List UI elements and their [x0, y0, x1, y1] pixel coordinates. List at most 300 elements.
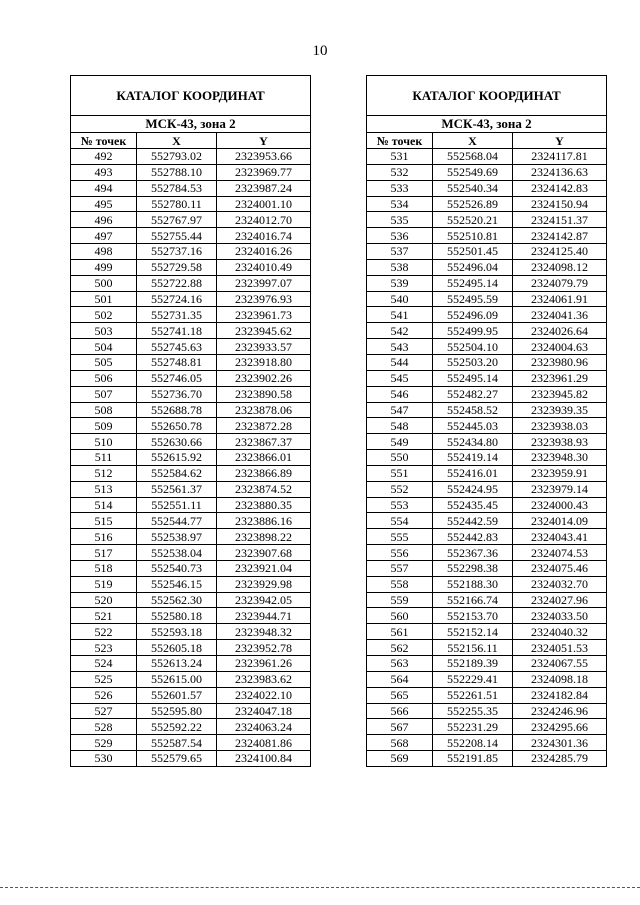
table-row — [367, 354, 607, 370]
y-coordinate-cell: 2323997.07 — [217, 275, 311, 291]
point-number-cell: 514 — [71, 497, 137, 513]
point-number-cell: 513 — [71, 481, 137, 497]
x-coordinate-cell: 552593.18 — [137, 624, 217, 640]
point-number-cell: 537 — [367, 244, 433, 260]
x-coordinate-cell: 552561.37 — [137, 481, 217, 497]
x-coordinate-cell: 552551.11 — [137, 497, 217, 513]
x-coordinate-cell: 552510.81 — [433, 228, 513, 244]
x-coordinate-cell: 552496.09 — [433, 307, 513, 323]
y-coordinate-cell: 2324022.10 — [217, 687, 311, 703]
point-number-cell: 546 — [367, 386, 433, 402]
point-number-cell: 503 — [71, 323, 137, 339]
point-number-cell: 569 — [367, 751, 433, 767]
y-coordinate-cell: 2324001.10 — [217, 196, 311, 212]
x-coordinate-cell: 552788.10 — [137, 164, 217, 180]
table-row — [71, 624, 311, 640]
point-number-cell: 526 — [71, 687, 137, 703]
y-coordinate-cell: 2324041.36 — [513, 307, 607, 323]
x-coordinate-cell: 552416.01 — [433, 465, 513, 481]
y-coordinate-cell: 2323898.22 — [217, 529, 311, 545]
x-coordinate-cell: 552496.04 — [433, 259, 513, 275]
point-number-cell: 498 — [71, 244, 137, 260]
x-coordinate-cell: 552748.81 — [137, 354, 217, 370]
y-coordinate-cell: 2323961.29 — [513, 370, 607, 386]
x-coordinate-cell: 552793.02 — [137, 149, 217, 165]
point-number-cell: 520 — [71, 592, 137, 608]
table-row — [71, 465, 311, 481]
y-coordinate-cell: 2324246.96 — [513, 703, 607, 719]
x-coordinate-cell: 552613.24 — [137, 656, 217, 672]
y-coordinate-cell: 2323942.05 — [217, 592, 311, 608]
x-coordinate-cell: 552434.80 — [433, 434, 513, 450]
table-row — [367, 656, 607, 672]
table-row — [71, 735, 311, 751]
table-row — [71, 370, 311, 386]
x-coordinate-cell: 552780.11 — [137, 196, 217, 212]
x-coordinate-cell: 552630.66 — [137, 434, 217, 450]
x-coordinate-cell: 552153.70 — [433, 608, 513, 624]
y-coordinate-cell: 2324067.55 — [513, 656, 607, 672]
x-coordinate-cell: 552544.77 — [137, 513, 217, 529]
point-number-cell: 547 — [367, 402, 433, 418]
x-coordinate-cell: 552587.54 — [137, 735, 217, 751]
table-row — [367, 545, 607, 561]
point-number-cell: 494 — [71, 180, 137, 196]
x-coordinate-cell: 552745.63 — [137, 339, 217, 355]
x-coordinate-cell: 552424.95 — [433, 481, 513, 497]
y-coordinate-cell: 2323921.04 — [217, 560, 311, 576]
x-coordinate-cell: 552729.58 — [137, 259, 217, 275]
table-row — [71, 687, 311, 703]
point-number-cell: 524 — [71, 656, 137, 672]
point-number-cell: 538 — [367, 259, 433, 275]
point-number-cell: 566 — [367, 703, 433, 719]
table-row — [71, 608, 311, 624]
y-coordinate-cell: 2323983.62 — [217, 671, 311, 687]
point-number-cell: 534 — [367, 196, 433, 212]
y-coordinate-cell: 2323948.32 — [217, 624, 311, 640]
x-coordinate-cell: 552231.29 — [433, 719, 513, 735]
x-coordinate-cell: 552152.14 — [433, 624, 513, 640]
y-coordinate-cell: 2323938.93 — [513, 434, 607, 450]
point-number-cell: 544 — [367, 354, 433, 370]
point-number-cell: 519 — [71, 576, 137, 592]
x-coordinate-cell: 552549.69 — [433, 164, 513, 180]
point-number-cell: 532 — [367, 164, 433, 180]
table-row — [367, 164, 607, 180]
x-coordinate-cell: 552482.27 — [433, 386, 513, 402]
table-row — [367, 196, 607, 212]
y-coordinate-cell: 2323979.14 — [513, 481, 607, 497]
y-coordinate-cell: 2323878.06 — [217, 402, 311, 418]
y-coordinate-cell: 2323918.80 — [217, 354, 311, 370]
x-coordinate-cell: 552746.05 — [137, 370, 217, 386]
table-row — [367, 307, 607, 323]
x-coordinate-cell: 552255.35 — [433, 703, 513, 719]
point-number-cell: 568 — [367, 735, 433, 751]
footer-divider — [0, 887, 640, 888]
y-coordinate-cell: 2324043.41 — [513, 529, 607, 545]
point-number-cell: 555 — [367, 529, 433, 545]
y-coordinate-cell: 2324081.86 — [217, 735, 311, 751]
table-row — [367, 608, 607, 624]
point-number-cell: 509 — [71, 418, 137, 434]
table-row — [367, 228, 607, 244]
x-coordinate-cell: 552650.78 — [137, 418, 217, 434]
point-number-cell: 530 — [71, 751, 137, 767]
x-coordinate-cell: 552562.30 — [137, 592, 217, 608]
table-row — [367, 640, 607, 656]
x-coordinate-cell: 552166.74 — [433, 592, 513, 608]
table-row — [367, 624, 607, 640]
point-number-cell: 499 — [71, 259, 137, 275]
y-coordinate-cell: 2324075.46 — [513, 560, 607, 576]
point-number-cell: 552 — [367, 481, 433, 497]
table-title: КАТАЛОГ КООРДИНАТ — [71, 76, 311, 116]
x-coordinate-cell: 552737.16 — [137, 244, 217, 260]
table-row — [367, 434, 607, 450]
table-row — [71, 434, 311, 450]
point-number-cell: 540 — [367, 291, 433, 307]
y-coordinate-cell: 2323902.26 — [217, 370, 311, 386]
y-coordinate-cell: 2324100.84 — [217, 751, 311, 767]
point-number-cell: 501 — [71, 291, 137, 307]
table-row — [367, 751, 607, 767]
y-coordinate-cell: 2323867.37 — [217, 434, 311, 450]
point-number-cell: 515 — [71, 513, 137, 529]
point-number-cell: 506 — [71, 370, 137, 386]
y-coordinate-cell: 2323945.62 — [217, 323, 311, 339]
point-number-cell: 525 — [71, 671, 137, 687]
y-coordinate-cell: 2324012.70 — [217, 212, 311, 228]
table-row — [367, 576, 607, 592]
table-row — [71, 212, 311, 228]
y-coordinate-cell: 2323907.68 — [217, 545, 311, 561]
table-row — [367, 719, 607, 735]
table-row — [71, 354, 311, 370]
point-number-cell: 531 — [367, 149, 433, 165]
table-row — [71, 703, 311, 719]
x-coordinate-cell: 552580.18 — [137, 608, 217, 624]
table-row — [367, 418, 607, 434]
table-row — [71, 450, 311, 466]
table-row — [71, 640, 311, 656]
x-coordinate-cell: 552546.15 — [137, 576, 217, 592]
table-row — [71, 751, 311, 767]
y-coordinate-cell: 2324061.91 — [513, 291, 607, 307]
table-row — [71, 275, 311, 291]
point-number-cell: 542 — [367, 323, 433, 339]
point-number-cell: 517 — [71, 545, 137, 561]
header-x: X — [433, 133, 513, 149]
y-coordinate-cell: 2324136.63 — [513, 164, 607, 180]
table-row — [367, 275, 607, 291]
y-coordinate-cell: 2324000.43 — [513, 497, 607, 513]
point-number-cell: 496 — [71, 212, 137, 228]
table-row — [71, 545, 311, 561]
x-coordinate-cell: 552189.39 — [433, 656, 513, 672]
x-coordinate-cell: 552615.00 — [137, 671, 217, 687]
y-coordinate-cell: 2323948.30 — [513, 450, 607, 466]
table-row — [71, 259, 311, 275]
y-coordinate-cell: 2324079.79 — [513, 275, 607, 291]
y-coordinate-cell: 2324074.53 — [513, 545, 607, 561]
x-coordinate-cell: 552568.04 — [433, 149, 513, 165]
y-coordinate-cell: 2324098.12 — [513, 259, 607, 275]
x-coordinate-cell: 552419.14 — [433, 450, 513, 466]
y-coordinate-cell: 2324295.66 — [513, 719, 607, 735]
table-row — [71, 386, 311, 402]
coordinate-table-right — [366, 75, 607, 767]
table-row — [367, 481, 607, 497]
x-coordinate-cell: 552538.04 — [137, 545, 217, 561]
table-row — [71, 244, 311, 260]
y-coordinate-cell: 2324010.49 — [217, 259, 311, 275]
point-number-cell: 533 — [367, 180, 433, 196]
point-number-cell: 493 — [71, 164, 137, 180]
y-coordinate-cell: 2324063.24 — [217, 719, 311, 735]
x-coordinate-cell: 552501.45 — [433, 244, 513, 260]
table-row — [71, 228, 311, 244]
x-coordinate-cell: 552442.83 — [433, 529, 513, 545]
point-number-cell: 505 — [71, 354, 137, 370]
header-x: X — [137, 133, 217, 149]
table-row — [71, 323, 311, 339]
y-coordinate-cell: 2323933.57 — [217, 339, 311, 355]
x-coordinate-cell: 552499.95 — [433, 323, 513, 339]
point-number-cell: 545 — [367, 370, 433, 386]
table-row — [367, 592, 607, 608]
x-coordinate-cell: 552495.14 — [433, 275, 513, 291]
table-row — [367, 671, 607, 687]
table-row — [367, 323, 607, 339]
table-row — [71, 719, 311, 735]
x-coordinate-cell: 552495.59 — [433, 291, 513, 307]
point-number-cell: 535 — [367, 212, 433, 228]
point-number-cell: 516 — [71, 529, 137, 545]
coordinate-system: МСК-43, зона 2 — [367, 116, 607, 133]
table-row — [367, 687, 607, 703]
x-coordinate-cell: 552435.45 — [433, 497, 513, 513]
y-coordinate-cell: 2324026.64 — [513, 323, 607, 339]
point-number-cell: 523 — [71, 640, 137, 656]
point-number-cell: 554 — [367, 513, 433, 529]
y-coordinate-cell: 2323929.98 — [217, 576, 311, 592]
table-row — [71, 164, 311, 180]
table-row — [367, 735, 607, 751]
y-coordinate-cell: 2324027.96 — [513, 592, 607, 608]
x-coordinate-cell: 552724.16 — [137, 291, 217, 307]
point-number-cell: 508 — [71, 402, 137, 418]
x-coordinate-cell: 552526.89 — [433, 196, 513, 212]
y-coordinate-cell: 2323866.89 — [217, 465, 311, 481]
table-row — [367, 703, 607, 719]
point-number-cell: 522 — [71, 624, 137, 640]
point-number-cell: 562 — [367, 640, 433, 656]
y-coordinate-cell: 2324033.50 — [513, 608, 607, 624]
point-number-cell: 495 — [71, 196, 137, 212]
table-row — [367, 180, 607, 196]
y-coordinate-cell: 2324098.18 — [513, 671, 607, 687]
point-number-cell: 528 — [71, 719, 137, 735]
y-coordinate-cell: 2323961.26 — [217, 656, 311, 672]
coordinate-system: МСК-43, зона 2 — [71, 116, 311, 133]
y-coordinate-cell: 2323969.77 — [217, 164, 311, 180]
table-row — [367, 386, 607, 402]
header-y: Y — [217, 133, 311, 149]
x-coordinate-cell: 552755.44 — [137, 228, 217, 244]
y-coordinate-cell: 2324301.36 — [513, 735, 607, 751]
table-row — [367, 529, 607, 545]
x-coordinate-cell: 552540.34 — [433, 180, 513, 196]
x-coordinate-cell: 552261.51 — [433, 687, 513, 703]
table-row — [71, 671, 311, 687]
x-coordinate-cell: 552584.62 — [137, 465, 217, 481]
x-coordinate-cell: 552741.18 — [137, 323, 217, 339]
point-number-cell: 492 — [71, 149, 137, 165]
y-coordinate-cell: 2324150.94 — [513, 196, 607, 212]
point-number-cell: 500 — [71, 275, 137, 291]
table-row — [71, 592, 311, 608]
point-number-cell: 567 — [367, 719, 433, 735]
x-coordinate-cell: 552784.53 — [137, 180, 217, 196]
y-coordinate-cell: 2323980.96 — [513, 354, 607, 370]
y-coordinate-cell: 2323938.03 — [513, 418, 607, 434]
x-coordinate-cell: 552442.59 — [433, 513, 513, 529]
table-row — [71, 418, 311, 434]
table-row — [71, 307, 311, 323]
point-number-cell: 551 — [367, 465, 433, 481]
x-coordinate-cell: 552188.30 — [433, 576, 513, 592]
x-coordinate-cell: 552520.21 — [433, 212, 513, 228]
table-row — [367, 339, 607, 355]
table-row — [71, 402, 311, 418]
point-number-cell: 550 — [367, 450, 433, 466]
x-coordinate-cell: 552595.80 — [137, 703, 217, 719]
header-point-number: № точек — [367, 133, 433, 149]
point-number-cell: 510 — [71, 434, 137, 450]
y-coordinate-cell: 2324051.53 — [513, 640, 607, 656]
y-coordinate-cell: 2324117.81 — [513, 149, 607, 165]
y-coordinate-cell: 2324182.84 — [513, 687, 607, 703]
table-row — [367, 402, 607, 418]
table-row — [71, 180, 311, 196]
y-coordinate-cell: 2323866.01 — [217, 450, 311, 466]
y-coordinate-cell: 2324142.83 — [513, 180, 607, 196]
header-y: Y — [513, 133, 607, 149]
x-coordinate-cell: 552229.41 — [433, 671, 513, 687]
point-number-cell: 560 — [367, 608, 433, 624]
y-coordinate-cell: 2323880.35 — [217, 497, 311, 513]
point-number-cell: 549 — [367, 434, 433, 450]
table-row — [71, 560, 311, 576]
page-number: 10 — [312, 43, 328, 59]
point-number-cell: 556 — [367, 545, 433, 561]
point-number-cell: 565 — [367, 687, 433, 703]
x-coordinate-cell: 552736.70 — [137, 386, 217, 402]
x-coordinate-cell: 552579.65 — [137, 751, 217, 767]
y-coordinate-cell: 2324285.79 — [513, 751, 607, 767]
x-coordinate-cell: 552601.57 — [137, 687, 217, 703]
y-coordinate-cell: 2324014.09 — [513, 513, 607, 529]
point-number-cell: 541 — [367, 307, 433, 323]
table-row — [71, 339, 311, 355]
y-coordinate-cell: 2323976.93 — [217, 291, 311, 307]
y-coordinate-cell: 2323959.91 — [513, 465, 607, 481]
x-coordinate-cell: 552495.14 — [433, 370, 513, 386]
table-row — [71, 291, 311, 307]
x-coordinate-cell: 552615.92 — [137, 450, 217, 466]
y-coordinate-cell: 2323890.58 — [217, 386, 311, 402]
point-number-cell: 553 — [367, 497, 433, 513]
y-coordinate-cell: 2323987.24 — [217, 180, 311, 196]
header-point-number: № точек — [71, 133, 137, 149]
y-coordinate-cell: 2323872.28 — [217, 418, 311, 434]
point-number-cell: 529 — [71, 735, 137, 751]
x-coordinate-cell: 552458.52 — [433, 402, 513, 418]
y-coordinate-cell: 2324016.26 — [217, 244, 311, 260]
point-number-cell: 559 — [367, 592, 433, 608]
table-row — [71, 481, 311, 497]
point-number-cell: 521 — [71, 608, 137, 624]
x-coordinate-cell: 552208.14 — [433, 735, 513, 751]
x-coordinate-cell: 552298.38 — [433, 560, 513, 576]
table-row — [367, 244, 607, 260]
x-coordinate-cell: 552688.78 — [137, 402, 217, 418]
x-coordinate-cell: 552592.22 — [137, 719, 217, 735]
table-row — [367, 560, 607, 576]
y-coordinate-cell: 2323939.35 — [513, 402, 607, 418]
y-coordinate-cell: 2324142.87 — [513, 228, 607, 244]
y-coordinate-cell: 2323886.16 — [217, 513, 311, 529]
y-coordinate-cell: 2324004.63 — [513, 339, 607, 355]
point-number-cell: 564 — [367, 671, 433, 687]
point-number-cell: 539 — [367, 275, 433, 291]
table-row — [367, 370, 607, 386]
point-number-cell: 536 — [367, 228, 433, 244]
point-number-cell: 548 — [367, 418, 433, 434]
table-row — [367, 465, 607, 481]
x-coordinate-cell: 552504.10 — [433, 339, 513, 355]
x-coordinate-cell: 552538.97 — [137, 529, 217, 545]
table-row — [71, 497, 311, 513]
x-coordinate-cell: 552767.97 — [137, 212, 217, 228]
point-number-cell: 558 — [367, 576, 433, 592]
y-coordinate-cell: 2323874.52 — [217, 481, 311, 497]
y-coordinate-cell: 2323952.78 — [217, 640, 311, 656]
x-coordinate-cell: 552503.20 — [433, 354, 513, 370]
point-number-cell: 511 — [71, 450, 137, 466]
x-coordinate-cell: 552722.88 — [137, 275, 217, 291]
table-row — [71, 196, 311, 212]
y-coordinate-cell: 2323944.71 — [217, 608, 311, 624]
x-coordinate-cell: 552445.03 — [433, 418, 513, 434]
point-number-cell: 502 — [71, 307, 137, 323]
x-coordinate-cell: 552540.73 — [137, 560, 217, 576]
table-row — [71, 656, 311, 672]
table-row — [367, 212, 607, 228]
y-coordinate-cell: 2324016.74 — [217, 228, 311, 244]
y-coordinate-cell: 2324040.32 — [513, 624, 607, 640]
table-title: КАТАЛОГ КООРДИНАТ — [367, 76, 607, 116]
x-coordinate-cell: 552731.35 — [137, 307, 217, 323]
table-row — [71, 513, 311, 529]
y-coordinate-cell: 2324032.70 — [513, 576, 607, 592]
table-row — [71, 149, 311, 165]
point-number-cell: 561 — [367, 624, 433, 640]
coordinate-table-left — [70, 75, 311, 767]
point-number-cell: 543 — [367, 339, 433, 355]
